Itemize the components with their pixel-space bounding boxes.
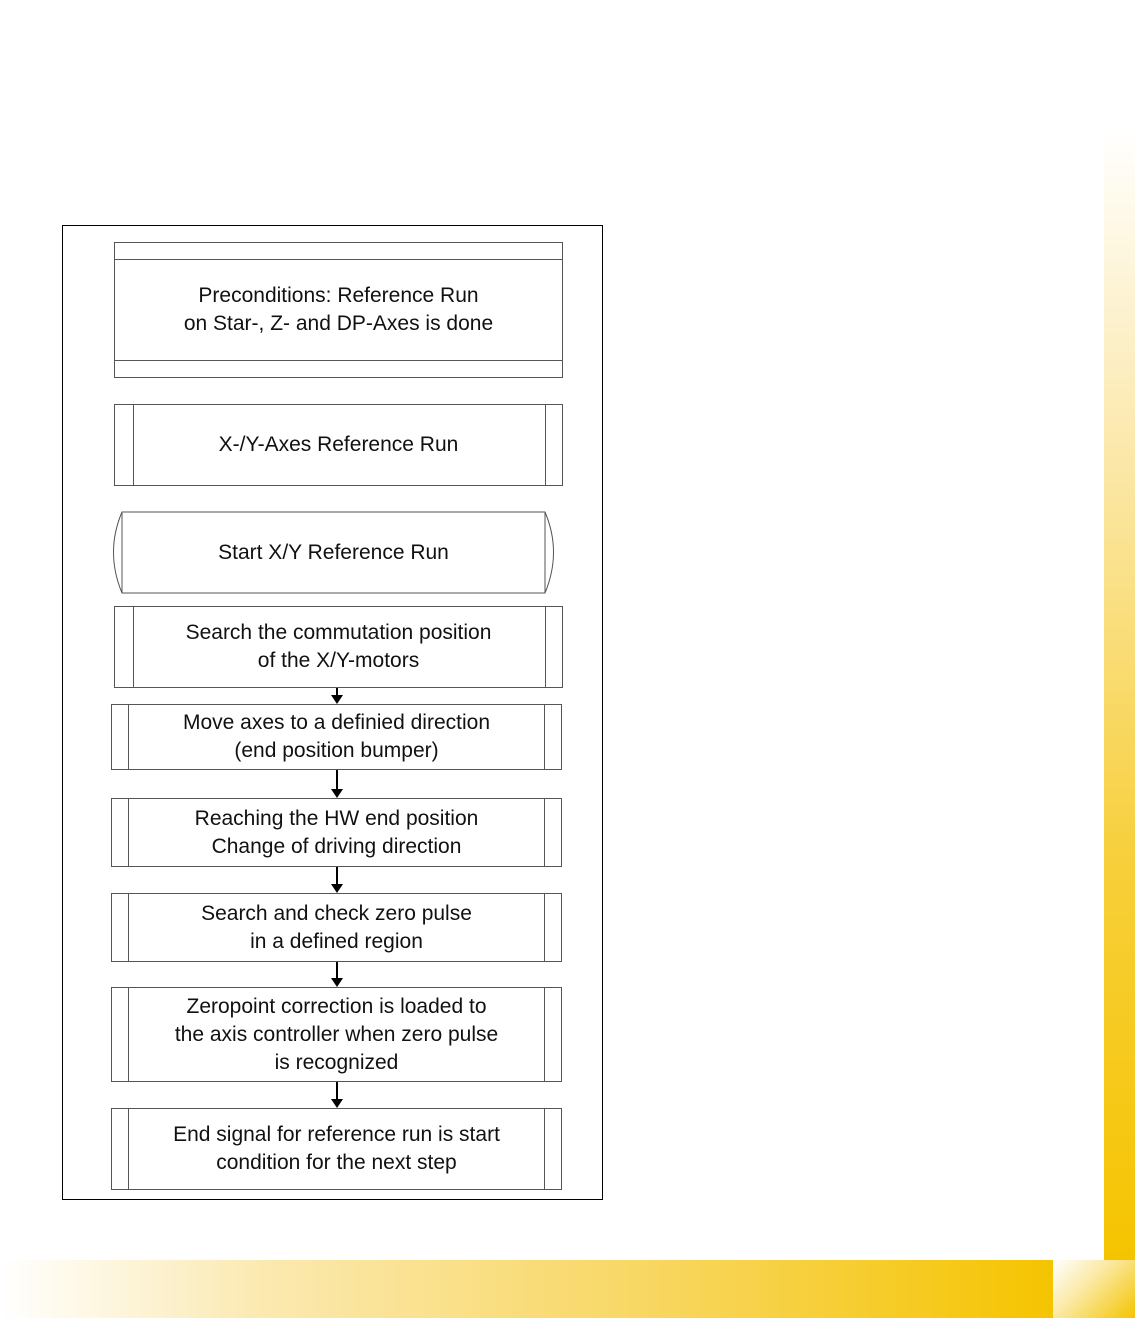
step-box xyxy=(111,798,562,867)
step-box xyxy=(111,1108,562,1190)
step-text: Search the commutation position of the X/Y-motors xyxy=(185,621,492,672)
decorative-right-gradient-bar xyxy=(1104,130,1135,1260)
subprocess-box xyxy=(114,404,563,486)
step-text: Search and check zero pulse in a defined region xyxy=(201,901,472,953)
flow-arrow xyxy=(331,1082,343,1108)
flow-arrow xyxy=(331,867,343,893)
flow-arrow xyxy=(331,770,343,798)
decorative-bottom-gradient-bar xyxy=(0,1260,1053,1318)
precondition-box xyxy=(114,242,563,378)
flow-arrow xyxy=(331,962,343,987)
flow-arrow xyxy=(331,688,343,704)
start-text: Start X/Y Reference Run xyxy=(218,540,449,564)
subprocess-text: X-/Y-Axes Reference Run xyxy=(218,433,459,456)
step-text: Move axes to a definied direction (end position bumper) xyxy=(182,711,490,762)
step-box xyxy=(111,704,562,770)
step-text: End signal for reference run is start condition for the next step xyxy=(173,1123,500,1174)
step-text: Zeropoint correction is loaded to the axis controller when zero pulse is recognized xyxy=(174,994,499,1074)
step-box xyxy=(111,893,562,962)
step-box xyxy=(114,606,563,688)
step-text: Reaching the HW end position Change of driving direction xyxy=(194,806,479,858)
precondition-text: Preconditions: Reference Run on Star-, Z- and DP-Axes is done xyxy=(183,284,494,335)
decorative-corner-block xyxy=(1053,1260,1135,1318)
start-terminator xyxy=(104,511,563,594)
step-box xyxy=(111,987,562,1082)
